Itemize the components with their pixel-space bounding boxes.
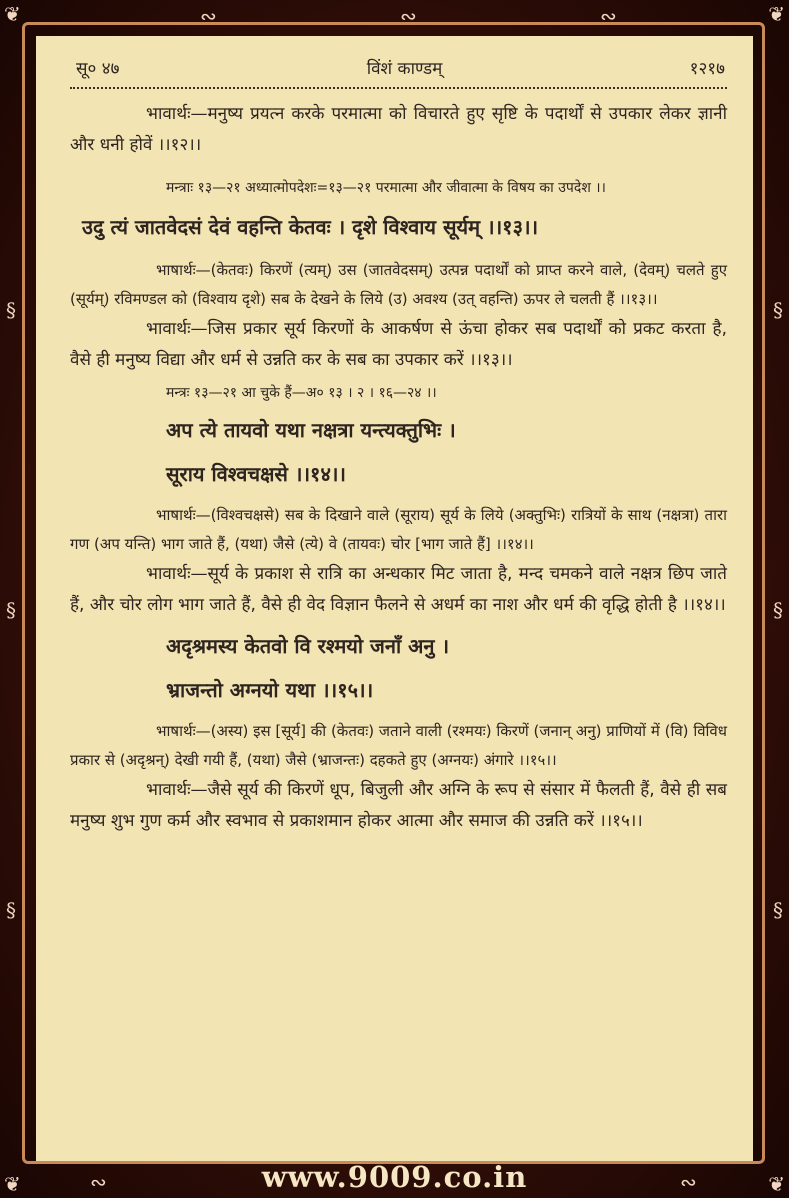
page-number: १२१७ xyxy=(689,59,725,79)
page-header xyxy=(76,56,727,79)
ornament-icon: ❦ xyxy=(4,2,21,26)
mantra-note-reference: मन्त्रः १३—२१ आ चुके हैं—अ० १३ । २ । १६—२४ ।। xyxy=(166,385,437,401)
ornament-icon: ∾ xyxy=(600,4,617,28)
website-url: www.9009.co.in xyxy=(261,1160,528,1194)
ornament-icon: § xyxy=(773,298,783,322)
header-divider xyxy=(70,87,727,89)
verse-13: उदु त्यं जातवेदसं देवं वहन्ति केतवः । दृशे विश्वाय सूर्यम् ।।१३।। xyxy=(82,215,539,239)
bhasharth-14: भाषार्थः—(विश्वचक्षसे) सब के दिखाने वाले (सूराय) सूर्य के लिये (अक्तुभिः) रात्रियों के साथ (नक्षत्रा) तारा गण (अप यन्ति) भाग जाते हैं, (यथा) जैसे (त्ये) वे (तायवः) चोर [भाग जाते हैं] ।।१४।। xyxy=(70,506,727,553)
ornament-icon: § xyxy=(6,898,16,922)
verse-14-line-1: अप त्ये तायवो यथा नक्षत्रा यन्त्यक्तुभिः । xyxy=(166,418,456,442)
ornament-icon: ❦ xyxy=(4,1172,21,1196)
bhasharth-13: भाषार्थः—(केतवः) किरणें (त्यम्) उस (जातवेदसम्) उत्पन्न पदार्थों को प्राप्त करने वाले, (देवम्) चलते हुए (सूर्यम्) रविमण्डल को (विश्वाय दृशे) सब के देखने के लिये (उ) अवश्य (उत् वहन्ति) ऊपर ले चलती हैं ।।१३।। xyxy=(70,261,727,308)
ornament-icon: ∾ xyxy=(200,4,217,28)
verse-15-line-1: अदृश्रमस्य केतवो वि रश्मयो जनाँ अनु । xyxy=(166,634,450,658)
bhavarth-13: भावार्थः—जिस प्रकार सूर्य किरणों के आकर्षण से ऊंचा होकर सब पदार्थों को प्रकट करता है, वैसे ही मनुष्य विद्या और धर्म से उन्नति कर के सब का उपकार करें ।।१३।। xyxy=(70,319,727,370)
sukta-number: सू० ४७ xyxy=(76,59,120,79)
bhasharth-15: भाषार्थः—(अस्य) इस [सूर्य] की (केतवः) जताने वाली (रश्मयः) किरणें (जनान् अनु) प्राणियों में (वि) विविध प्रकार से (अदृश्रन्) देखी गयी हैं, (यथा) जैसे (भ्राजन्तः) दहकते हुए (अग्नयः) अंगारे ।।१५।। xyxy=(70,722,727,769)
ornament-icon: ❦ xyxy=(768,2,785,26)
verse-15-line-2: भ्राजन्तो अग्नयो यथा ।।१५।। xyxy=(166,678,374,702)
bhavarth-12: भावार्थः—मनुष्य प्रयत्न करके परमात्मा को विचारते हुए सृष्टि के पदार्थों से उपकार लेकर ज्ञानी और धनी होवें ।।१२।। xyxy=(70,104,727,155)
ornament-icon: ∾ xyxy=(400,4,417,28)
book-page xyxy=(36,36,753,1161)
verse-14-line-2: सूराय विश्वचक्षसे ।।१४।। xyxy=(166,462,347,486)
bhavarth-14: भावार्थः—सूर्य के प्रकाश से रात्रि का अन्धकार मिट जाता है, मन्द चमकने वाले नक्षत्र छिप जाते हैं, और चोर लोग भाग जाते हैं, वैसे ही वेद विज्ञान फैलने से अधर्म का नाश और धर्म की वृद्धि होती है ।।१४।। xyxy=(70,564,727,615)
mantra-note-13-21: मन्त्राः १३—२१ अध्यात्मोपदेशः=१३—२१ परमात्मा और जीवात्मा के विषय का उपदेश ।। xyxy=(166,180,606,196)
ornament-icon: § xyxy=(6,298,16,322)
ornament-icon: ∾ xyxy=(680,1170,697,1194)
chapter-title: विंशं काण्डम् xyxy=(366,59,443,79)
ornament-icon: § xyxy=(6,598,16,622)
ornament-icon: § xyxy=(773,898,783,922)
ornament-icon: ❦ xyxy=(768,1172,785,1196)
ornament-icon: ∾ xyxy=(90,1170,107,1194)
bhavarth-15: भावार्थः—जैसे सूर्य की किरणें धूप, बिजुली और अग्नि के रूप से संसार में फैलती हैं, वैसे ही सब मनुष्य शुभ गुण कर्म और स्वभाव से प्रकाशमान होकर आत्मा और समाज की उन्नति करें ।।१५।। xyxy=(70,780,727,831)
ornament-icon: § xyxy=(773,598,783,622)
